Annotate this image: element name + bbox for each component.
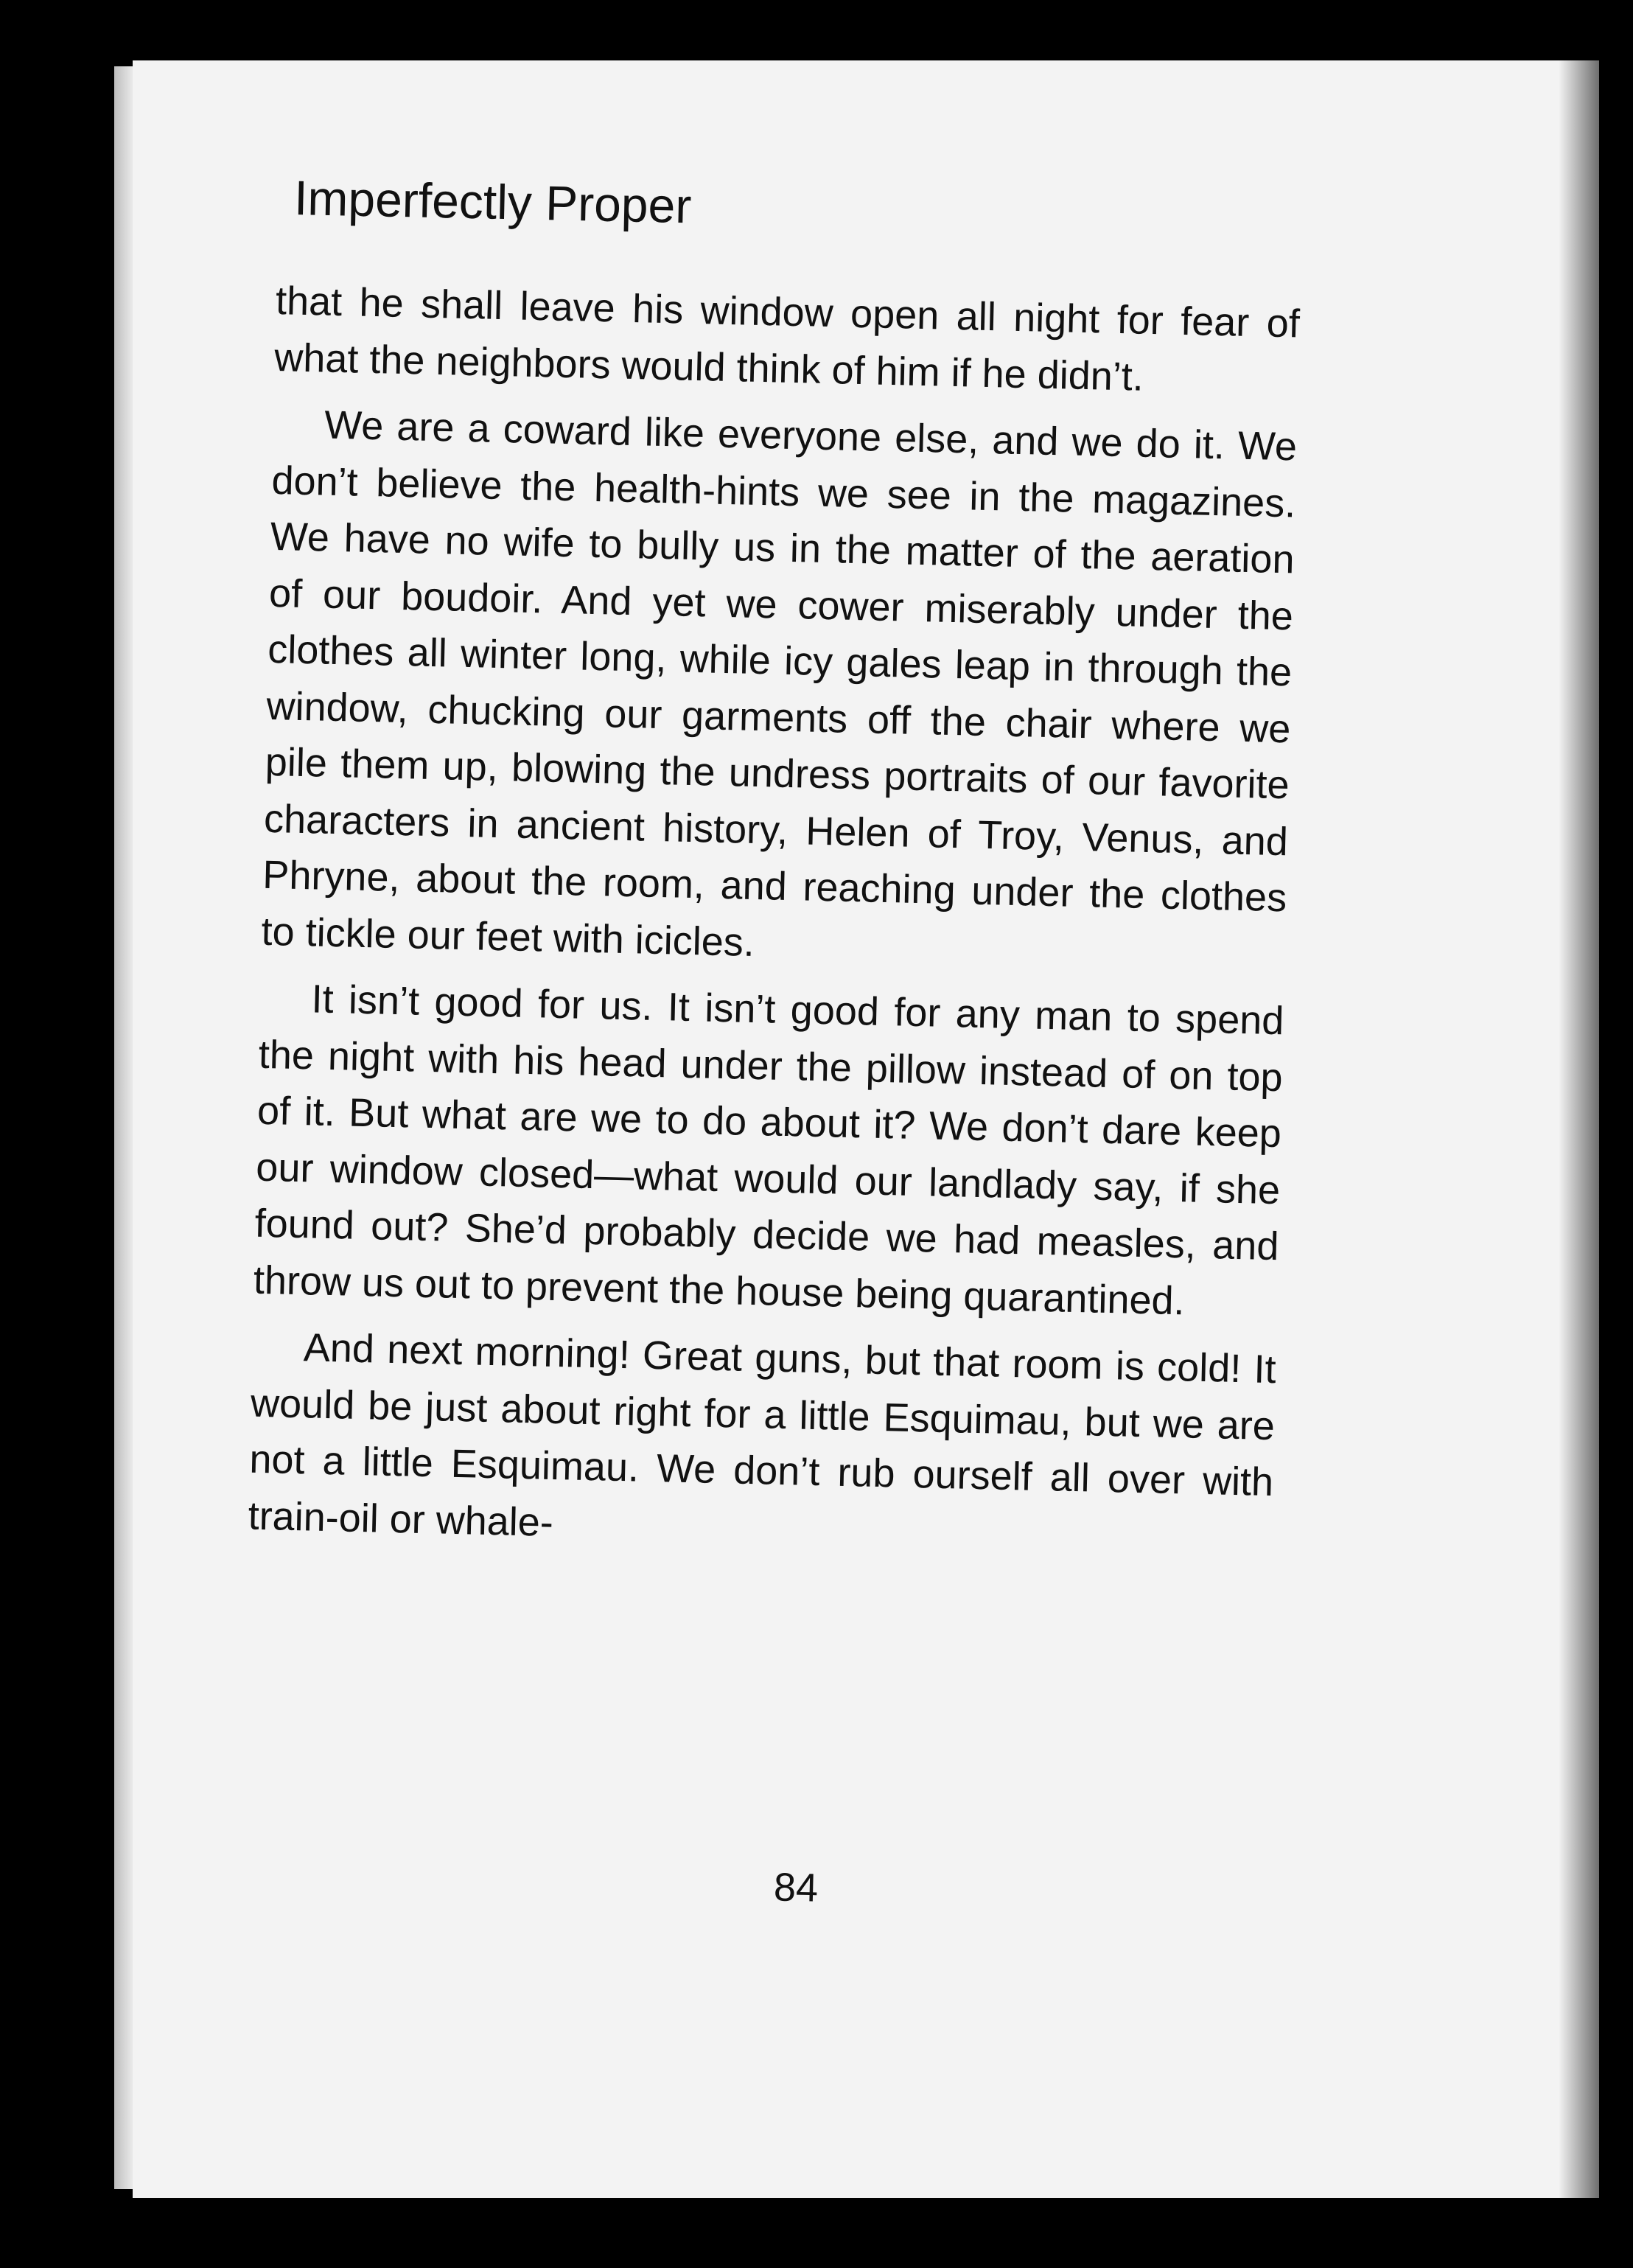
spine-shadow [1559,60,1599,2198]
paragraph: It isn’t good for us. It isn’t good for any man to spend the night with his head under the pillow instead of on top of it. But what are we to do about it? We don’t dare keep our window closed—what would our landlady say, if she found out? She’d probably decide we had measles, and throw us out to prevent the house being quarantined. [253,977,1284,1323]
running-head: Imperfectly Proper [293,170,693,234]
paragraph: We are a coward like everyone else, and we do it. We don’t believe the health-hints we see in the magazines. We have no wife to bully us in the matter of the aeration of our boudoir. And yet we cower miserably under the clothes all winter long, while icy gales leap in through the window, chucking our garments off the chair where we pile them up, blowing the undress portraits of our favorite characters in ancient history, Helen of Troy, Venus, and Phryne, about the room, and reaching under the clothes to tickle our feet with icicles. [261,402,1298,965]
body-text [248,273,1301,1567]
paragraph: And next morning! Great guns, but that room is cold! It would be just about right for a little Esquimau, but we are not a little Esquimau. We don’t rub ourself all over with train-oil or whale- [248,1325,1277,1545]
paragraph: that he shall leave his window open all night for fear of what the neighbors would think of him if he didn’t. [273,278,1301,399]
page-number: 84 [773,1865,819,1911]
